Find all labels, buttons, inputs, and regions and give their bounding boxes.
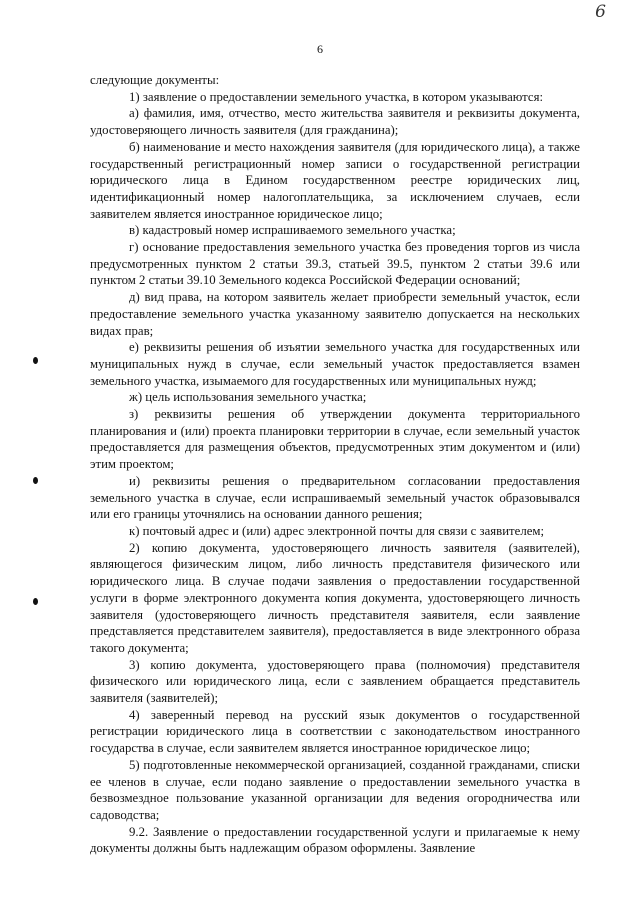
paragraph-item-2: 2) копию документа, удостоверяющего личность заявителя (заявителей), являющегося физическим лицом, либо личность представителя физического или юридического лица. В случае подачи заявления о предоставлении государственной услуги в форме электронного документа копия документа, удостоверяющего личность заявителя (удостоверяющего личность представителя заявителя, если заявление представляется представителем заявителя), предоставляется в виде электронного образа такого документа; <box>90 540 580 655</box>
paragraph-item-1k: к) почтовый адрес и (или) адрес электронной почты для связи с заявителем; <box>129 523 545 538</box>
paragraph-item-1b: б) наименование и место нахождения заявителя (для юридического лица), а также государственный регистрационный номер записи о государственной регистрации юридического лица в Едином государственном реестре юридических лиц, идентификационный номер налогоплательщика, за исключением случаев, если заявителем является иностранное юридическое лицо; <box>90 139 580 221</box>
paragraph-item-1d: д) вид права, на котором заявитель желает приобрести земельный участок, если предоставление земельного участка указанному заявителю допускается на нескольких видах прав; <box>90 290 580 338</box>
paragraph-item-1i: и) реквизиты решения о предварительном согласовании предоставления земельного участка в случае, если испрашиваемый земельный участок образовывался или его границы уточнялись на основании данного решения; <box>90 473 580 522</box>
binder-hole-mark <box>33 477 38 484</box>
paragraph-item-1v: в) кадастровый номер испрашиваемого земельного участка; <box>129 223 456 238</box>
paragraph-item-1z: з) реквизиты решения об утверждении документа территориального планирования и (или) проекта планировки территории в случае, если земельный участок предоставляется для размещения объектов, предусмотренных этим документом и (или) этим проектом; <box>90 407 580 472</box>
document-body <box>90 72 580 857</box>
paragraph-item-5: 5) подготовленные некоммерческой организацией, созданной гражданами, списки ее членов в случае, если подано заявление о предоставлении земельного участка в безвозмездное пользование указанной организации для ведения огородничества или садоводства; <box>90 757 580 822</box>
paragraph-item-1g: г) основание предоставления земельного участка без проведения торгов из числа предусмотренных пунктом 2 статьи 39.3, статьей 39.5, пунктом 2 статьи 39.6 или пунктом 2 статьи 39.10 Земельного кодекса Российской Федерации оснований; <box>90 240 580 288</box>
paragraph-item-1a: а) фамилия, имя, отчество, место жительства заявителя и реквизиты документа, удостоверяющего личность заявителя (для гражданина); <box>90 106 580 138</box>
handwritten-page-mark: 6 <box>595 2 606 22</box>
paragraph-item-4: 4) заверенный перевод на русский язык документов о государственной регистрации юридического лица в соответствии с законодательством иностранного государства в случае, если заявителем является иностранное юридическое лицо; <box>90 707 580 756</box>
paragraph-item-1zh: ж) цель использования земельного участка; <box>129 390 367 405</box>
paragraph-section-9-2: 9.2. Заявление о предоставлении государственной услуги и прилагаемые к нему документы должны быть надлежащим образом оформлены. Заявление <box>90 824 580 856</box>
paragraph-intro: следующие документы: <box>90 73 220 87</box>
binder-hole-mark <box>33 598 38 605</box>
paragraph-item-1: 1) заявление о предоставлении земельного участка, в котором указываются: <box>129 89 544 104</box>
binder-hole-mark <box>33 357 38 364</box>
paragraph-item-3: 3) копию документа, удостоверяющего права (полномочия) представителя физического или юридического лица, если с заявлением обращается представитель заявителя (заявителей); <box>90 657 580 706</box>
page-number: 6 <box>317 42 323 56</box>
paragraph-item-1e: е) реквизиты решения об изъятии земельного участка для государственных или муниципальных нужд в случае, если земельный участок предоставляется взамен земельного участка, изымаемого для государственных или муниципальных нужд; <box>90 340 580 388</box>
